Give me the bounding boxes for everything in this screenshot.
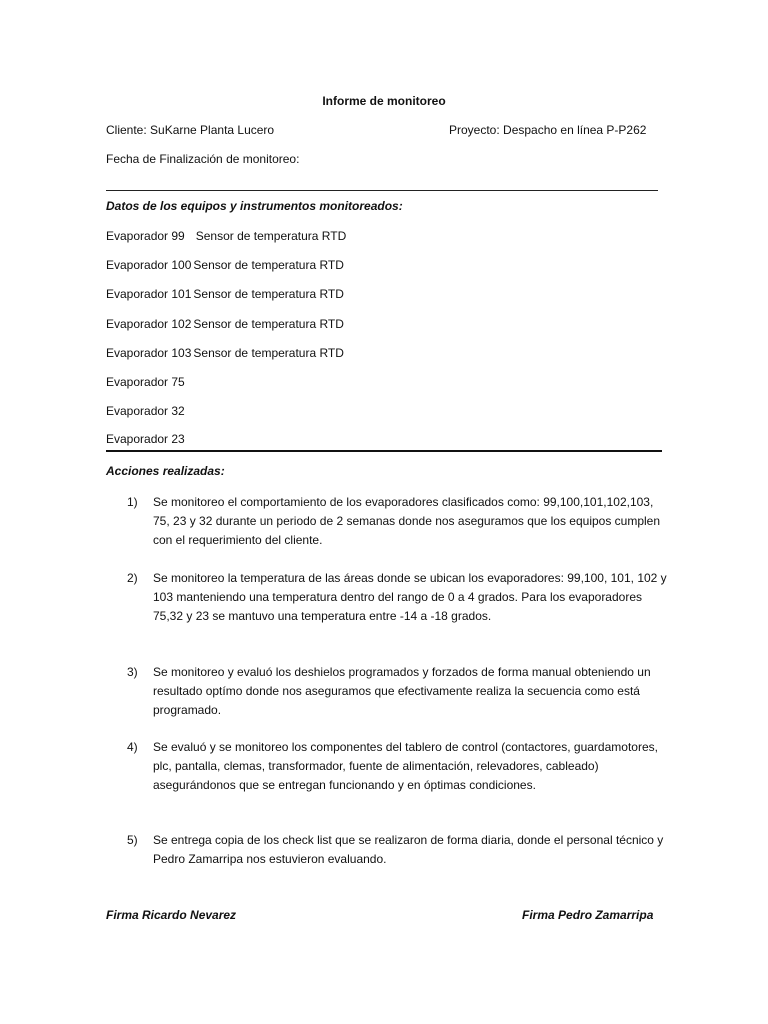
equipment-row bbox=[106, 229, 346, 243]
equipment-name: Evaporador 23 bbox=[106, 432, 185, 446]
equipment-row bbox=[106, 375, 185, 389]
equipment-name: Evaporador 75 bbox=[106, 375, 185, 389]
list-item-text: Se monitoreo la temperatura de las áreas donde se ubican los evaporadores: 99,100, 101, 102 y 103 manteniendo una temperatura dentro del rango de 0 a 4 grados. Para los evaporadores 75,32 y 23 se mantuvo una temperatura entre -14 a -18 grados. bbox=[153, 571, 667, 623]
equipment-row bbox=[106, 432, 185, 446]
end-date-label: Fecha de Finalización de monitoreo: bbox=[106, 152, 300, 166]
equipment-row bbox=[106, 258, 344, 272]
equipment-name: Evaporador 100 bbox=[106, 258, 192, 272]
equipment-sensor: Sensor de temperatura RTD bbox=[193, 258, 344, 272]
list-item-text: Se monitoreo y evaluó los deshielos programados y forzados de forma manual obteniendo un resultado optímo donde nos aseguramos que efectivamente realiza la secuencia como está programado. bbox=[153, 665, 651, 717]
equipment-name: Evaporador 101 bbox=[106, 287, 192, 301]
equipment-sensor: Sensor de temperatura RTD bbox=[193, 317, 344, 331]
list-item-number: 3) bbox=[127, 665, 138, 679]
section-divider bbox=[106, 450, 662, 452]
list-item-number: 5) bbox=[127, 833, 138, 847]
equipment-row bbox=[106, 404, 185, 418]
equipment-heading: Datos de los equipos y instrumentos monitoreados: bbox=[106, 199, 403, 213]
equipment-row bbox=[106, 317, 344, 331]
document-title: Informe de monitoreo bbox=[322, 94, 446, 108]
project-label: Proyecto: Despacho en línea P-P262 bbox=[449, 123, 647, 137]
equipment-sensor: Sensor de temperatura RTD bbox=[193, 287, 344, 301]
equipment-name: Evaporador 102 bbox=[106, 317, 192, 331]
separator-line bbox=[106, 190, 658, 191]
actions-heading: Acciones realizadas: bbox=[106, 464, 225, 478]
equipment-name: Evaporador 32 bbox=[106, 404, 185, 418]
equipment-name: Evaporador 103 bbox=[106, 346, 192, 360]
list-item-text: Se evaluó y se monitoreo los componentes del tablero de control (contactores, guardamotores, plc, pantalla, clemas, transformador, fuente de alimentación, relevadores, cableado) asegurándonos que se entregan funcionando y en óptimas condiciones. bbox=[153, 740, 658, 792]
client-label: Cliente: SuKarne Planta Lucero bbox=[106, 123, 275, 137]
signature-right: Firma Pedro Zamarripa bbox=[522, 908, 654, 922]
equipment-name: Evaporador 99 bbox=[106, 229, 185, 243]
list-item-number: 4) bbox=[127, 740, 138, 754]
equipment-sensor: Sensor de temperatura RTD bbox=[195, 229, 347, 243]
list-item-number: 1) bbox=[127, 495, 138, 509]
signature-left: Firma Ricardo Nevarez bbox=[106, 908, 237, 922]
equipment-row bbox=[106, 346, 344, 360]
equipment-row bbox=[106, 287, 344, 301]
equipment-sensor: Sensor de temperatura RTD bbox=[193, 346, 344, 360]
list-item-text: Se entrega copia de los check list que se realizaron de forma diaria, donde el personal técnico y Pedro Zamarripa nos estuvieron evaluando. bbox=[153, 833, 664, 866]
list-item-text: Se monitoreo el comportamiento de los evaporadores clasificados como: 99,100,101,102,103, 75, 23 y 32 durante un periodo de 2 semanas donde nos aseguramos que los equipos cumplen con el requerimiento del cliente. bbox=[153, 495, 661, 547]
list-item-number: 2) bbox=[127, 571, 138, 585]
